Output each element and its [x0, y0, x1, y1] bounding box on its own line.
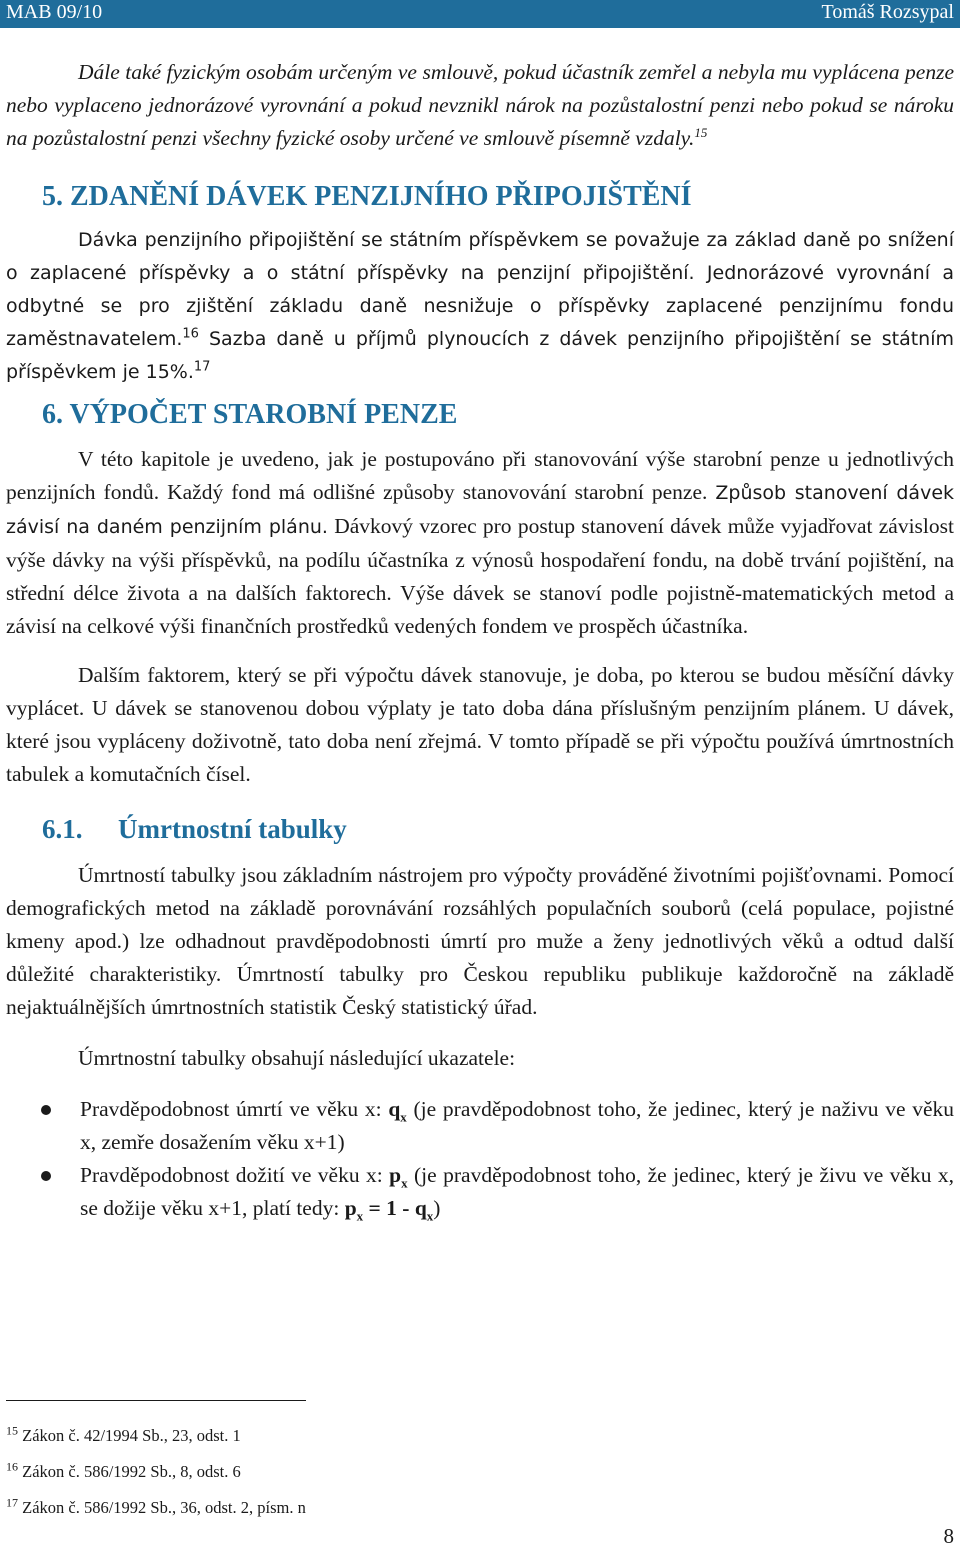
footnotes [6, 1418, 306, 1526]
indicator-list [6, 1093, 954, 1225]
page-number: 8 [943, 1524, 954, 1548]
footnote: $^{16}$ Zákon č. 586/1992 Sb., 8, odst. 6 [6, 1459, 241, 1481]
section-5-paragraph: Dávka penzijního připojištění se státním příspěvkem se považuje za základ daně po snížení o zaplacené příspěvky a o státní příspěvky na penzijní připojištění. Jednorázové vyrovnání a odbytné se pro zjištění základu daně nesnižuje o příspěvky zaplacené penzijnímu fondu zaměstnavatelem.$^{16}$ Sazba daně u příjmů plynoucích z dávek penzijního připojištění se státním příspěvkem je 15%.$^{17}$ [6, 229, 954, 383]
section-6-paragraph-2: Dalším faktorem, který se při výpočtu dávek stanovuje, je doba, po kterou se budou měsíční dávky vyplácet. U dávek se stanovenou dobou výplaty je tato doba dána příslušným penzijním plánem. U dávek, které jsou vypláceny doživotně, tato doba není zřejmá. V tomto případě se při výpočtu používá úmrtnostních tabulek a komutačních čísel. [6, 663, 954, 786]
indicators-intro: Úmrtnostní tabulky obsahují následující ukazatele: [78, 1046, 516, 1070]
footnote: $^{15}$ Zákon č. 42/1994 Sb., 23, odst. 1 [6, 1423, 241, 1445]
bullet-icon [41, 1105, 51, 1115]
section-6-paragraph-1: V této kapitole je uvedeno, jak je postupováno při stanovování výše starobní penze u jednotlivých penzijních fondů. Každý fond má odlišné způsoby stanovování starobní penze. Způsob stanovení dávek závisí na daném penzijním plánu. Dávkový vzorec pro postup stanovení dávek může vyjadřovat závislost výše dávky na výši příspěvků, na podílu účastníka z výnosů hospodaření fondu, na době trvání pojištění, na střední délce života a na dalších faktorech. Výše dávek se stanoví podle pojistně-matematických metod a závisí na celkové výši finančních prostředků vedených fondem ve prospěch účastníka. [6, 447, 955, 638]
page-header [0, 0, 960, 28]
section-6-1-heading: 6.1. Úmrtnostní tabulky [42, 814, 347, 844]
footnote-separator [6, 1400, 306, 1401]
intro-paragraph: Dále také fyzickým osobám určeným ve smlouvě, pokud účastník zemřel a nebyla mu vyplácena penze nebo vyplaceno jednorázové vyrovnání a pokud nevznikl nárok na pozůstalostní penzi nebo pokud se nároku na pozůstalostní penzi všechny fyzické osoby určené ve smlouvě písemně vzdaly.$^{15}$ [6, 60, 954, 150]
course-code: MAB 09/10 [6, 1, 103, 23]
author-name: Tomáš Rozsypal [821, 1, 954, 23]
footnote-ref: 15 [694, 124, 708, 140]
list-item: Pravděpodobnost úmrtí ve věku x: $q_x$ (je pravděpodobnost toho, že jedinec, který je naživu ve věku x, zemře dosažením věku x+1) [6, 1093, 954, 1159]
page-body [6, 56, 954, 1225]
section-6-heading: 6. VÝPOČET STAROBNÍ PENZE [42, 399, 458, 430]
footnote: $^{17}$ Zákon č. 586/1992 Sb., 36, odst. 2, písm. n [6, 1495, 306, 1517]
section-6-1-paragraph: Úmrtností tabulky jsou základním nástrojem pro výpočty prováděné životními pojišťovnami. Pomocí demografických metod na základě porovnávání rozsáhlých populačních souborů (celá populace, pojistné kmeny apod.) lze odhadnout pravděpodobnosti úmrtí pro muže a ženy jednotlivých věků a odtud další důležité charakteristiky. Úmrtností tabulky pro Českou republiku publikuje každoročně na základě nejaktuálnějších úmrtnostních statistik Český statistický úřad. [6, 863, 954, 1019]
bullet-icon [41, 1171, 51, 1181]
section-5-heading: 5. ZDANĚNÍ DÁVEK PENZIJNÍHO PŘIPOJIŠTĚNÍ [42, 181, 692, 212]
list-item: Pravděpodobnost dožití ve věku x: $p_x$ (je pravděpodobnost toho, že jedinec, který je živu ve věku x, se dožije věku x+1, platí tedy: $p_x = 1 - q_x$) [6, 1159, 954, 1225]
